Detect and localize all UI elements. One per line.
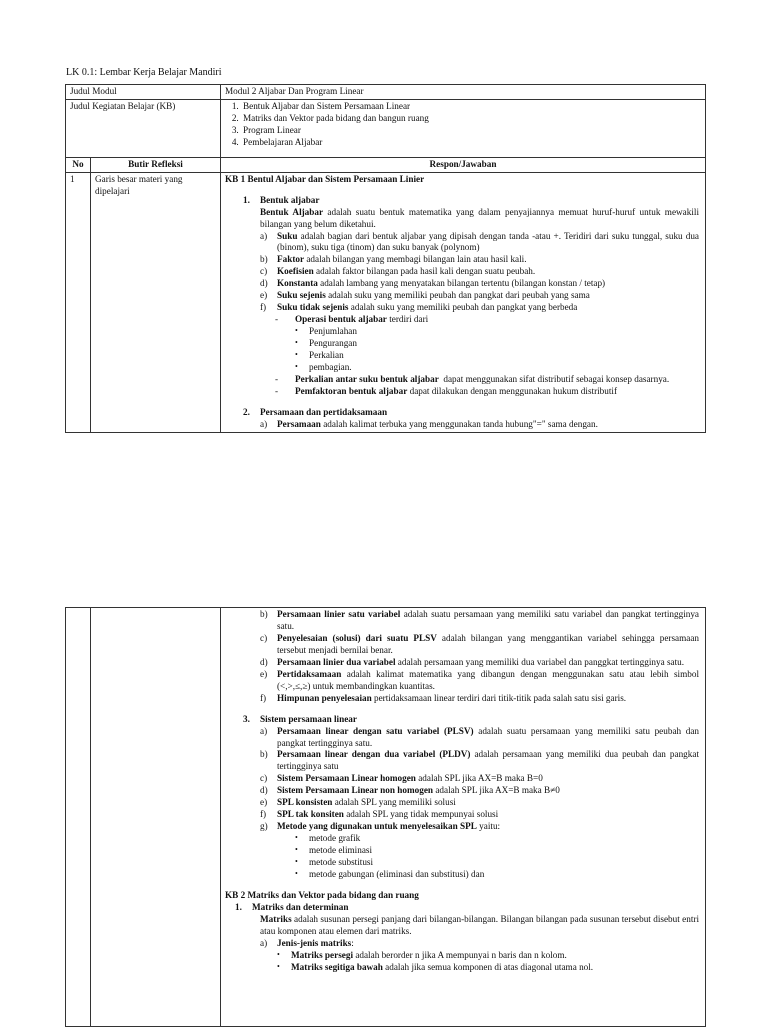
list-item: c) Koefisien adalah faktor bilangan pada hasil kali dengan suatu peubah. xyxy=(260,266,536,277)
list-item: a) Jenis-jenis matriks: xyxy=(260,937,354,948)
list-item: c) Penyelesaian (solusi) dari suatu PLSV adalah bilangan yang menggantikan variabel sehingga persamaan tersebut menjadi bernilai benar. xyxy=(260,632,700,655)
perkalian-item: - Perkalian antar suku bentuk aljabar dapat menggunakan sifat distributif sebagai konsep dasarnya. xyxy=(275,373,670,384)
list-item: e) Suku sejenis adalah suku yang memiliki peubah dan pangkat dari peubah yang sama xyxy=(260,290,590,301)
kb-item: 4. Pembelajaran Aljabar xyxy=(241,137,701,149)
list-item: a) Persamaan linear dengan satu variabel (PLSV) adalah suatu persamaan yang memiliki satu peubah dan pangkat tertingginya satu. xyxy=(260,725,700,748)
list-item: f) SPL tak konsiten adalah SPL yang tidak mempunyai solusi xyxy=(260,809,499,820)
kb-row xyxy=(66,99,706,157)
bullet-item: • metode eliminasi xyxy=(295,845,373,856)
response-cell-continued xyxy=(221,608,706,1027)
bullet-item: • metode grafik xyxy=(295,833,361,844)
list-item: e) Pertidaksamaan adalah kalimat matematika yang dibangun dengan menggunakan satu atau lebih simbol (<,>,≤,≥) untuk membandingkan kuantitas. xyxy=(260,668,699,691)
kb1-title: KB 1 Bentul Aljabar dan Sistem Persamaan Linier xyxy=(225,173,425,184)
document-title: LK 0.1: Lembar Kerja Belajar Mandiri xyxy=(66,67,222,78)
bullet-item: • metode substitusi xyxy=(295,857,374,868)
kb-list-cell xyxy=(221,99,706,157)
section-2-items xyxy=(225,609,699,705)
kb2-section-1-heading: 1. Matriks dan determinan xyxy=(235,901,349,912)
bullet-item: • Pengurangan xyxy=(295,338,357,349)
list-item: e) SPL konsisten adalah SPL yang memiliki solusi xyxy=(260,797,456,808)
modul-label: Judul Modul xyxy=(66,85,221,100)
section-2-heading: 2. Persamaan dan pertidaksamaan xyxy=(243,406,388,417)
header-respon: Respon/Jawaban xyxy=(221,157,706,172)
metode-list xyxy=(225,833,699,881)
bullet-item: • Penjumlahan xyxy=(295,326,357,337)
section-3-heading: 3. Sistem persamaan linear xyxy=(243,713,357,724)
list-item: a) Suku adalah bagian dari bentuk aljabar yang dipisah dengan tanda -atau +. Teridiri dari suku tunggal, suku dua (binom), suku tiga (tinom) dan suku banyak (polynom) xyxy=(260,230,700,253)
worksheet-table-page1 xyxy=(65,84,706,433)
kb2-title: KB 2 Matriks dan Vektor pada bidang dan ruang xyxy=(225,889,419,900)
bullet-item: • Perkalian xyxy=(295,350,344,361)
butir-text: Garis besar materi yang dipelajari xyxy=(91,172,221,432)
list-item: a) Persamaan adalah kalimat terbuka yang menggunakan tanda hubung"=" sama dengan. xyxy=(260,418,598,429)
bullet-item: • metode gabungan (eliminasi dan substitusi) dan xyxy=(295,869,485,880)
bullet-item: • Matriks persegi adalah berorder n jika A mempunyai n baris dan n kolom. xyxy=(277,949,567,960)
response-cell xyxy=(221,172,706,432)
header-row xyxy=(66,157,706,172)
operasi-item: - Operasi bentuk aljabar terdiri dari xyxy=(275,314,429,325)
list-item: g) Metode yang digunakan untuk menyelesaikan SPL yaitu: xyxy=(260,821,501,832)
section-1-heading: 1. Bentuk aljabar xyxy=(243,194,320,205)
list-item: d) Konstanta adalah lambang yang menyatakan bilangan tertentu (bilangan konstan / tetap) xyxy=(260,278,606,289)
kb-label: Judul Kegiatan Belajar (KB) xyxy=(66,99,221,157)
modul-value: Modul 2 Aljabar Dan Program Linear xyxy=(221,85,706,100)
list-item: d) Sistem Persamaan Linear non homogen adalah SPL jika AX=B maka B≠0 xyxy=(260,785,560,796)
operasi-list xyxy=(225,326,699,374)
row-number: 1 xyxy=(66,172,91,432)
pemfaktoran-item: - Pemfaktoran bentuk aljabar dapat dilakukan dengan menggunakan hukum distributif xyxy=(275,385,618,396)
kb-item: 1. Bentuk Aljabar dan Sistem Persamaan Linear xyxy=(241,101,701,113)
list-item: d) Persamaan linier dua variabel adalah persamaan yang memiliki dua variabel dan panggkat tertingginya satu. xyxy=(260,656,685,667)
list-item: b) Faktor adalah bilangan yang membagi bilangan lain atau hasil kali. xyxy=(260,254,527,265)
reflection-row-1 xyxy=(66,172,706,432)
list-item: c) Sistem Persamaan Linear homogen adalah SPL jika AX=B maka B=0 xyxy=(260,773,543,784)
worksheet-table-page2 xyxy=(65,607,706,1027)
kb-item: 3. Program Linear xyxy=(241,125,701,137)
bullet-item: • Matriks segitiga bawah adalah jika semua komponen di atas diagonal utama nol. xyxy=(277,961,594,972)
list-item: f) Himpunan penyelesaian pertidaksamaan linear terdiri dari titik-titik pada salah satu sisi garis. xyxy=(260,692,627,703)
header-butir: Butir Refleksi xyxy=(91,157,221,172)
section-1-items xyxy=(225,231,699,315)
kb2-section-1-intro: Matriks adalah susunan persegi panjang dari bilangan-bilangan. Bilangan bilangan pada susunan tersebut disebut entri atau komponen atau elemen dari matriks. xyxy=(260,913,699,936)
list-item: b) Persamaan linier satu variabel adalah suatu persamaan yang memiliki satu variabel dan pangkat tertingginya satu. xyxy=(260,609,700,631)
bullet-item: • pembagian. xyxy=(295,362,352,373)
jenis-list xyxy=(225,950,699,974)
kb-list xyxy=(225,101,701,149)
list-item: b) Persamaan linear dengan dua variabel (PLDV) adalah persamaan yang memiliki dua peubah dan pangkat tertingginya satu xyxy=(260,749,700,772)
kb-item: 2. Matriks dan Vektor pada bidang dan bangun ruang xyxy=(241,113,701,125)
modul-row xyxy=(66,85,706,100)
section-3-items xyxy=(225,726,699,834)
header-no: No xyxy=(66,157,91,172)
list-item: f) Suku tidak sejenis adalah suku yang memiliki peubah dan pangkat yang berbeda xyxy=(260,302,578,313)
section-1-intro: Bentuk Aljabar adalah suatu bentuk matematika yang dalam penyajiannya memuat huruf-huruf untuk mewakili bilangan yang belum diketahui. xyxy=(260,206,699,229)
reflection-row-1-continued xyxy=(66,608,706,1027)
